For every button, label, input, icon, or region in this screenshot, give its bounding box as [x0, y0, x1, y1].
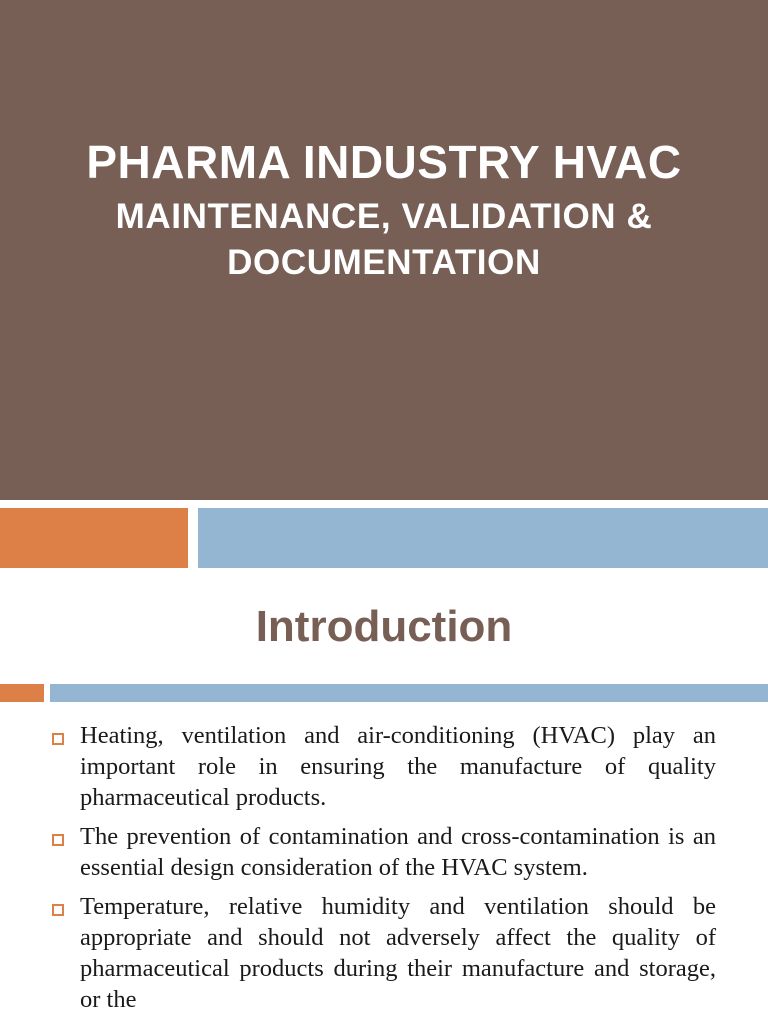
intro-heading: Introduction — [255, 602, 513, 651]
intro-bullet-list — [0, 720, 768, 1023]
hollow-square-icon — [52, 904, 64, 916]
accent-band-orange — [0, 508, 188, 568]
hollow-square-icon — [52, 733, 64, 745]
hollow-square-icon — [52, 834, 64, 846]
bullet-text-1: Heating, ventilation and air-conditioning (HVAC) play an important role in ensuring the manufacture of quality pharmaceutical products. — [80, 722, 716, 811]
bullet-item-1 — [0, 720, 768, 813]
subtitle-line-2: DOCUMENTATION — [227, 243, 541, 282]
bullet-text-3: Temperature, relative humidity and ventilation should be appropriate and should not adversely affect the quality of pharmaceutical products during their manufacture and storage, or the — [80, 893, 716, 1013]
bullet-text-2: The prevention of contamination and cross-contamination is an essential design consideration of the HVAC system. — [80, 823, 716, 881]
title-slide — [0, 0, 768, 500]
slide-subtitle — [0, 194, 768, 286]
subtitle-line-1: MAINTENANCE, VALIDATION & — [115, 197, 653, 236]
accent-band-blue — [198, 508, 768, 568]
divider-band-blue — [50, 684, 768, 702]
divider-band-orange — [0, 684, 44, 702]
bullet-item-3 — [0, 891, 768, 1015]
bullet-item-2 — [0, 821, 768, 883]
slide-title: PHARMA INDUSTRY HVAC — [86, 136, 682, 188]
